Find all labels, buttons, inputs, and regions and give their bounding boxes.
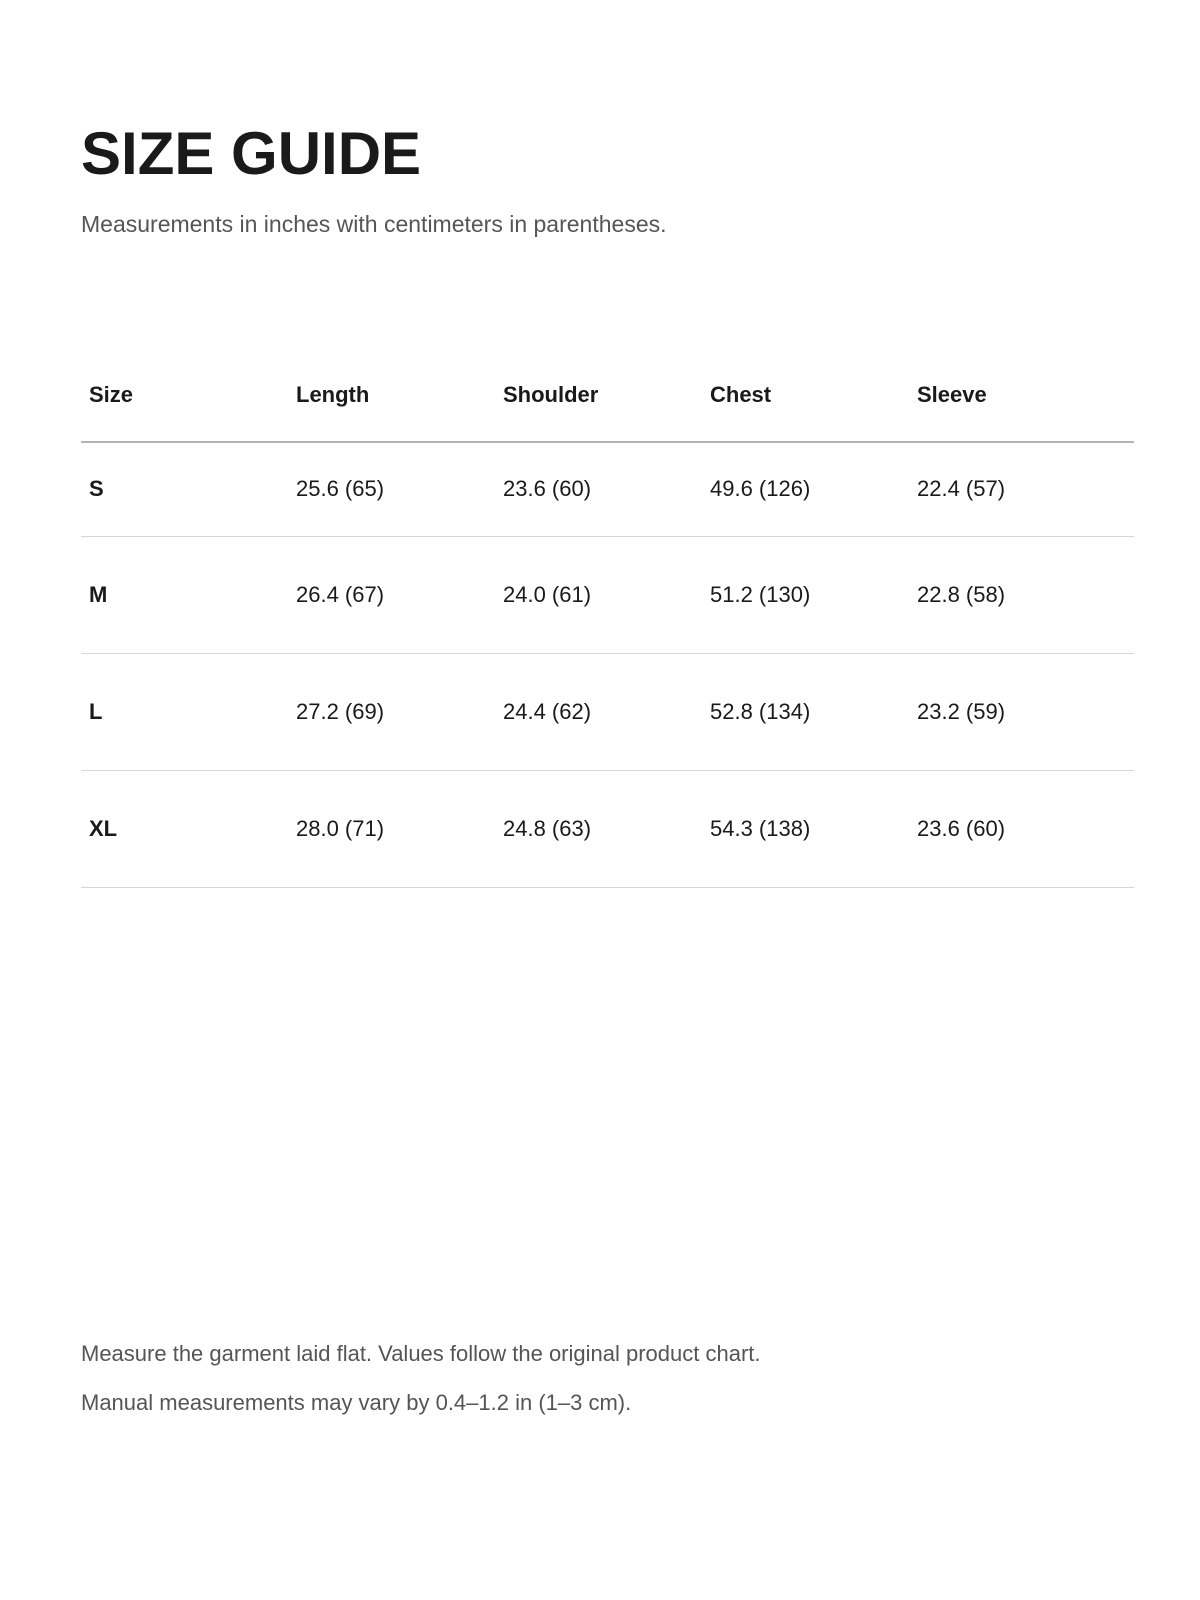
length-cell: 27.2 (69) (288, 653, 495, 770)
size-cell: M (81, 536, 288, 653)
sleeve-cell: 23.6 (60) (909, 770, 1134, 887)
sleeve-cell: 23.2 (59) (909, 653, 1134, 770)
sleeve-cell: 22.8 (58) (909, 536, 1134, 653)
shoulder-cell: 24.0 (61) (495, 536, 702, 653)
page-subtitle: Measurements in inches with centimeters in parentheses. (81, 211, 667, 237)
table-row (81, 770, 1134, 887)
column-header-chest: Chest (702, 348, 909, 442)
length-cell: 26.4 (67) (288, 536, 495, 653)
shoulder-cell: 24.4 (62) (495, 653, 702, 770)
table-row (81, 536, 1134, 653)
length-cell: 28.0 (71) (288, 770, 495, 887)
size-table (81, 348, 1134, 888)
column-header-shoulder: Shoulder (495, 348, 702, 442)
chest-cell: 52.8 (134) (702, 653, 909, 770)
size-cell: XL (81, 770, 288, 887)
footnote-variance: Manual measurements may vary by 0.4–1.2 in (1–3 cm). (81, 1390, 632, 1415)
column-header-size: Size (81, 348, 288, 442)
shoulder-cell: 24.8 (63) (495, 770, 702, 887)
table-header-row (81, 348, 1134, 442)
sleeve-cell: 22.4 (57) (909, 442, 1134, 536)
page-title: SIZE GUIDE (81, 120, 422, 187)
length-cell: 25.6 (65) (288, 442, 495, 536)
size-guide-page (81, 0, 1134, 1600)
size-cell: S (81, 442, 288, 536)
shoulder-cell: 23.6 (60) (495, 442, 702, 536)
table-row (81, 442, 1134, 536)
table-row (81, 653, 1134, 770)
chest-cell: 54.3 (138) (702, 770, 909, 887)
chest-cell: 49.6 (126) (702, 442, 909, 536)
footnote-measuring: Measure the garment laid flat. Values follow the original product chart. (81, 1341, 761, 1366)
column-header-length: Length (288, 348, 495, 442)
chest-cell: 51.2 (130) (702, 536, 909, 653)
size-cell: L (81, 653, 288, 770)
column-header-sleeve: Sleeve (909, 348, 1134, 442)
